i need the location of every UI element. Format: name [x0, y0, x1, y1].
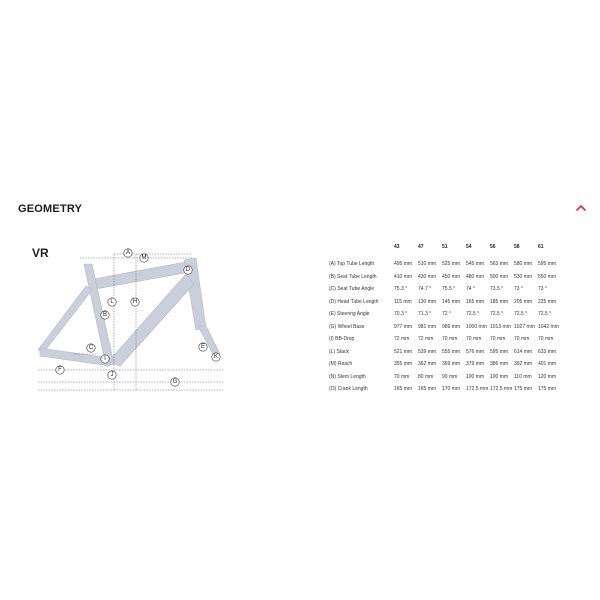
callout-i: I: [104, 356, 106, 362]
table-cell: 145 mm: [442, 298, 461, 305]
table-cell: 495 mm: [394, 261, 413, 268]
table-cell: 410 mm: [394, 273, 413, 280]
row-label: (M) Reach: [329, 361, 353, 368]
down-tube: [108, 274, 194, 366]
table-row: [329, 296, 562, 309]
table-cell: 75.3 °: [394, 286, 408, 293]
bike-frame: [38, 258, 220, 366]
callout-c: C: [88, 345, 94, 351]
frame-diagram: [28, 240, 228, 400]
table-cell: 1042 mm: [538, 323, 559, 330]
callout-l: L: [110, 299, 114, 305]
table-cell: 392 mm: [514, 361, 533, 368]
row-label: (A) Top Tube Length: [329, 261, 375, 268]
table-cell: 130 mm: [418, 298, 437, 305]
table-cell: 355 mm: [394, 361, 413, 368]
callout-d: D: [185, 267, 191, 273]
seat-stay: [38, 286, 92, 352]
model-name: VR: [32, 246, 49, 260]
table-cell: 977 mm: [394, 323, 413, 330]
table-cell: 185 mm: [490, 298, 509, 305]
table-cell: 72 mm: [418, 336, 434, 343]
row-label: (O) Crank Length: [329, 386, 368, 393]
frame-drawing: [28, 240, 228, 400]
table-cell: 175 mm: [514, 386, 533, 393]
table-cell: 73 °: [514, 286, 523, 293]
table-cell: 525 mm: [442, 261, 461, 268]
table-cell: 70 mm: [466, 336, 482, 343]
table-cell: 595 mm: [490, 348, 509, 355]
table-cell: 71.3 °: [418, 311, 432, 318]
table-cell: 73.5 °: [490, 286, 504, 293]
table-cell: 165 mm: [466, 298, 485, 305]
size-header: 54: [466, 244, 472, 250]
table-cell: 70 mm: [490, 336, 506, 343]
table-cell: 74.7 °: [418, 286, 432, 293]
table-cell: 100 mm: [466, 373, 485, 380]
callout-j: J: [110, 372, 114, 378]
table-cell: 500 mm: [490, 273, 509, 280]
table-cell: 563 mm: [490, 261, 509, 268]
table-cell: 450 mm: [442, 273, 461, 280]
table-cell: 172.5 mm: [466, 386, 489, 393]
table-cell: 225 mm: [538, 298, 557, 305]
table-cell: 550 mm: [538, 273, 557, 280]
chevron-up-icon: [574, 201, 588, 215]
callout-h: H: [132, 299, 138, 305]
size-header: 43: [394, 244, 400, 250]
table-cell: 72 °: [442, 311, 451, 318]
table-cell: 80 mm: [418, 373, 434, 380]
top-tube: [88, 262, 190, 290]
table-cell: 545 mm: [466, 261, 485, 268]
table-cell: 100 mm: [490, 373, 509, 380]
table-cell: 1013 mm: [490, 323, 511, 330]
table-cell: 480 mm: [466, 273, 485, 280]
row-label: (D) Head Tube Length: [329, 298, 379, 305]
geometry-rows: [329, 258, 562, 396]
row-label: (E) Steering Angle: [329, 311, 370, 318]
size-header: 56: [490, 244, 496, 250]
table-row: [329, 321, 562, 334]
callout-k: K: [213, 354, 219, 360]
table-row: [329, 283, 562, 296]
size-header: 58: [514, 244, 520, 250]
table-row: [329, 271, 562, 284]
table-cell: 633 mm: [538, 348, 557, 355]
size-header: 61: [538, 244, 544, 250]
table-row: [329, 358, 562, 371]
row-label: (L) Stack: [329, 348, 350, 355]
table-cell: 981 mm: [418, 323, 437, 330]
callout-f: F: [58, 367, 62, 373]
table-cell: 362 mm: [418, 361, 437, 368]
row-label: (N) Stem Length: [329, 373, 366, 380]
table-cell: 1000 mm: [466, 323, 487, 330]
callout-e: E: [200, 344, 206, 350]
table-cell: 530 mm: [514, 273, 533, 280]
table-cell: 72.5 °: [490, 311, 504, 318]
table-cell: 595 mm: [538, 261, 557, 268]
table-cell: 170 mm: [442, 386, 461, 393]
table-cell: 172.5 mm: [490, 386, 513, 393]
table-cell: 576 mm: [466, 348, 485, 355]
callout-g: G: [172, 379, 178, 385]
fork: [198, 326, 220, 356]
table-cell: 614 mm: [514, 348, 533, 355]
table-cell: 75.5 °: [442, 286, 456, 293]
table-cell: 74 °: [466, 286, 475, 293]
row-label: (I) BB-Drop: [329, 336, 355, 343]
row-label: (G) Wheel Base: [329, 323, 365, 330]
table-cell: 401 mm: [538, 361, 557, 368]
geometry-header: [18, 203, 590, 221]
table-cell: 115 mm: [394, 298, 412, 305]
table-cell: 120 mm: [538, 373, 557, 380]
row-label: (B) Seat Tube Length: [329, 273, 377, 280]
table-cell: 73 °: [538, 286, 547, 293]
table-cell: 72.5 °: [466, 311, 480, 318]
table-cell: 110 mm: [514, 373, 532, 380]
table-cell: 555 mm: [442, 348, 461, 355]
callout-a: A: [125, 250, 131, 256]
table-cell: 430 mm: [418, 273, 437, 280]
table-cell: 205 mm: [514, 298, 533, 305]
table-cell: 72.5 °: [514, 311, 528, 318]
table-cell: 580 mm: [514, 261, 533, 268]
table-cell: 539 mm: [418, 348, 437, 355]
table-row: [329, 346, 562, 359]
table-cell: 72.5 °: [538, 311, 552, 318]
table-cell: 70 mm: [442, 336, 458, 343]
table-cell: 989 mm: [442, 323, 461, 330]
header-spacer: [329, 244, 394, 258]
table-cell: 70 mm: [538, 336, 554, 343]
geometry-table: [329, 244, 562, 396]
callout-b: B: [102, 312, 108, 318]
table-cell: 510 mm: [418, 261, 437, 268]
table-cell: 70 mm: [514, 336, 530, 343]
table-cell: 70.3 °: [394, 311, 408, 318]
table-cell: 379 mm: [466, 361, 485, 368]
collapse-button[interactable]: [574, 201, 588, 215]
size-header: 51: [442, 244, 448, 250]
callout-m: M: [141, 255, 147, 261]
table-cell: 70 mm: [394, 373, 410, 380]
table-cell: 369 mm: [442, 361, 461, 368]
table-cell: 165 mm: [418, 386, 437, 393]
row-label: (C) Seat Tube Angle: [329, 286, 375, 293]
size-header: 47: [418, 244, 424, 250]
table-cell: 386 mm: [490, 361, 509, 368]
size-header-row: [329, 244, 562, 258]
table-row: [329, 333, 562, 346]
table-cell: 165 mm: [394, 386, 413, 393]
section-title: GEOMETRY: [18, 203, 83, 215]
table-cell: 521 mm: [394, 348, 413, 355]
table-cell: 1027 mm: [514, 323, 535, 330]
chain-stay: [40, 348, 110, 366]
table-cell: 72 mm: [394, 336, 410, 343]
table-row: [329, 308, 562, 321]
table-cell: 175 mm: [538, 386, 557, 393]
table-row: [329, 258, 562, 271]
table-row: [329, 371, 562, 384]
table-row: [329, 383, 562, 396]
table-cell: 90 mm: [442, 373, 458, 380]
